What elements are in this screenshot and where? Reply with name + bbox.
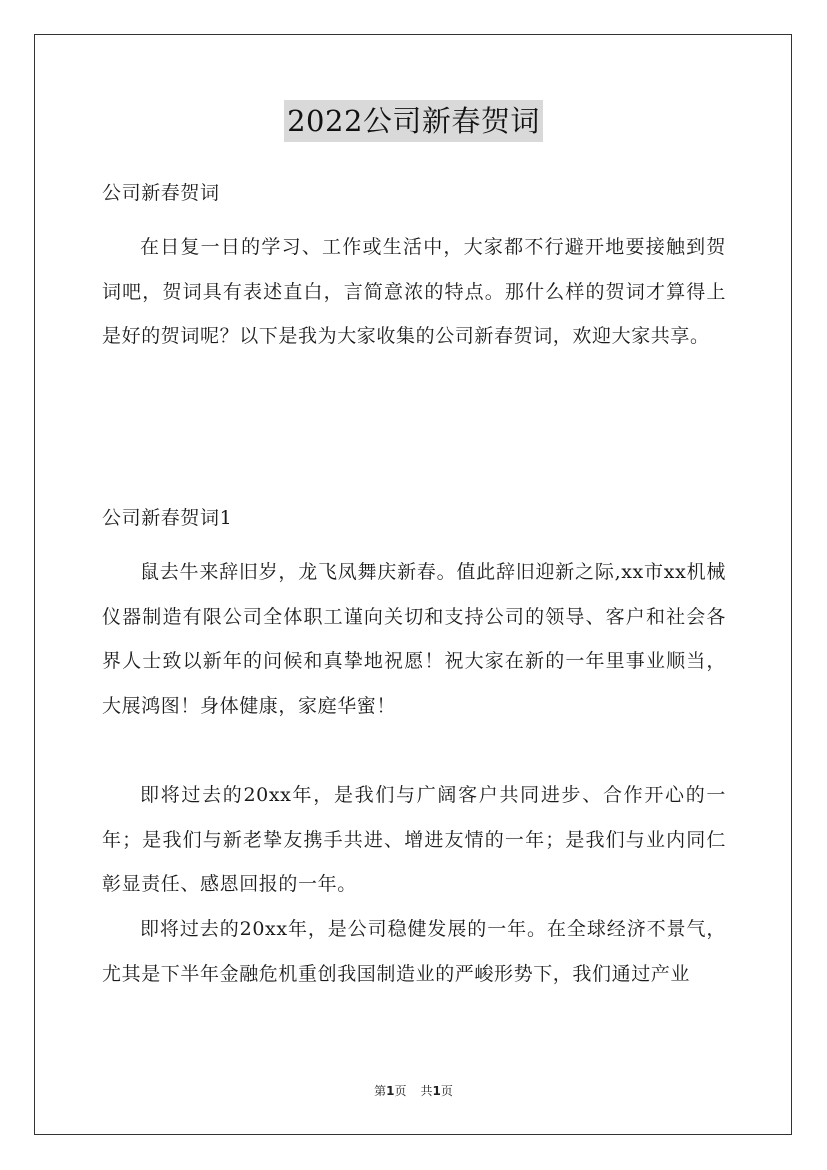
intro-paragraph: 在日复一日的学习、工作或生活中，大家都不行避开地要接触到贺词吧，贺词具有表述直白，言简意浓的特点。那什么样的贺词才算得上是好的贺词呢？以下是我为大家收集的公司新春贺词，欢迎大家共享。 (102, 236, 726, 347)
document-title: 2022公司新春贺词 (284, 100, 543, 142)
body-paragraph: 鼠去牛来辞旧岁，龙飞凤舞庆新春。值此辞旧迎新之际,xx市xx机械仪器制造有限公司全体职工谨向关切和支持公司的领导、客户和社会各界人士致以新年的问候和真挚地祝愿！祝大家在新的一年里事业顺当，大展鸿图！身体健康，家庭华蜜！ (102, 561, 726, 717)
total-suffix: 页 (440, 1084, 453, 1098)
page-footer (0, 1082, 827, 1100)
section-heading: 公司新春贺词 (102, 182, 220, 204)
body-paragraph: 即将过去的20xx年，是我们与广阔客户共同进步、合作开心的一年；是我们与新老挚友携手共进、增进友情的一年；是我们与业内同仁彰显责任、感恩回报的一年。 (102, 784, 726, 895)
page-prefix: 第 (374, 1084, 387, 1098)
total-prefix: 共 (420, 1084, 433, 1098)
page-suffix: 页 (394, 1084, 407, 1098)
title-container (0, 100, 827, 142)
body-paragraph: 即将过去的20xx年，是公司稳健发展的一年。在全球经济不景气，尤其是下半年金融危机重创我国制造业的严峻形势下，我们通过产业 (102, 918, 726, 985)
section-heading-1: 公司新春贺词1 (102, 507, 233, 529)
page-number: 1 (386, 1084, 395, 1098)
total-pages: 1 (432, 1084, 441, 1098)
